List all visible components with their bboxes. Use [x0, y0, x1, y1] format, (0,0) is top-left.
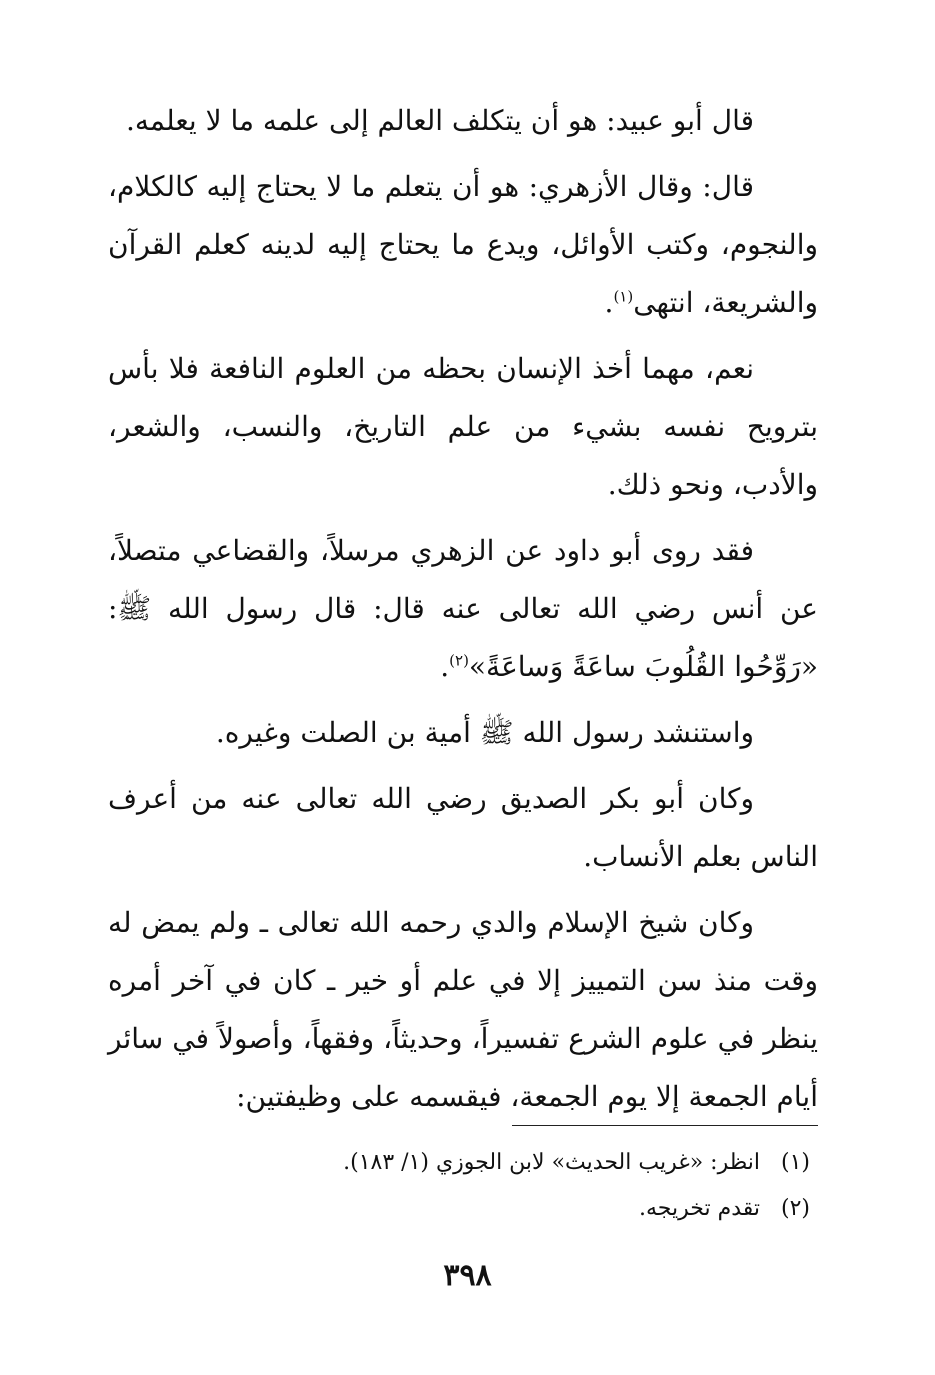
page-number: ٣٩٨: [443, 1258, 492, 1293]
paragraph: قال أبو عبيد: هو أن يتكلف العالم إلى علمه ما لا يعلمه.: [126, 104, 754, 137]
paragraph: وكان أبو بكر الصديق رضي الله تعالى عنه من أعرف الناس بعلم الأنساب.: [108, 782, 818, 873]
paragraph: واستنشد رسول الله ﷺ أمية بن الصلت وغيره.: [215, 716, 754, 749]
paragraph: نعم، مهما أخذ الإنسان بحظه من العلوم النافعة فلا بأس بترويح نفسه بشيء من علم التاريخ، والنسب، والشعر، والأدب، ونحو ذلك.: [108, 352, 818, 501]
paragraph: قال: وقال الأزهري: هو أن يتعلم ما لا يحتاج إليه كالكلام، والنجوم، وكتب الأوائل، ويدع ما يحتاج إليه لدينه كعلم القرآن والشريعة، انتهى$^{(١)}$.: [108, 170, 818, 319]
footnote-number: (١): [780, 1150, 810, 1175]
footnotes: [108, 1140, 818, 1232]
paragraph: وكان شيخ الإسلام والدي رحمه الله تعالى ـ ولم يمض له وقت منذ سن التمييز إلا في علم أو خير ـ كان في آخر أمره ينظر في علوم الشرع تفسيراً، وحديثاً، وفقهاً، وأصولاً في سائر أيام الجمعة إلا يوم الجمعة، فيقسمه على وظيفتين:: [108, 906, 818, 1113]
paragraph: فقد روى أبو داود عن الزهري مرسلاً، والقضاعي متصلاً، عن أنس رضي الله تعالى عنه قال: قال رسول الله ﷺ: «رَوِّحُوا القُلُوبَ ساعَةً وَساعَةً»$^{(٢)}$.: [108, 534, 818, 683]
footnote-ref: (١): [613, 287, 634, 306]
footnote: [108, 1186, 818, 1232]
footnote-divider: [512, 1125, 818, 1126]
footnote-number: (٢): [780, 1196, 810, 1221]
footnote-text: تقدم تخريجه.: [639, 1196, 760, 1221]
footnote: [108, 1140, 818, 1186]
footnote-text: انظر: «غريب الحديث» لابن الجوزي (١/ ١٨٣).: [343, 1150, 760, 1175]
footnote-ref: (٢): [449, 651, 469, 670]
main-text: [108, 92, 818, 1134]
